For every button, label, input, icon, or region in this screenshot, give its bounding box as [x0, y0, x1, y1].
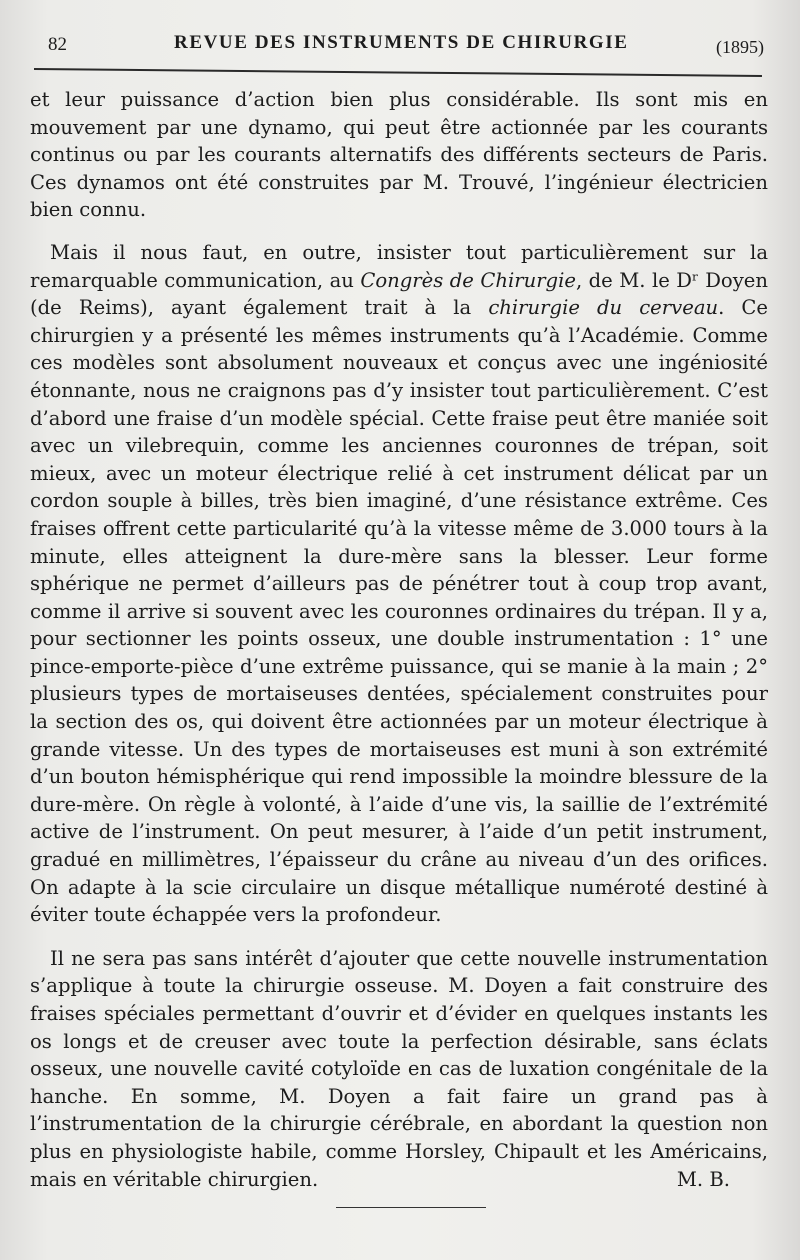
- publication-year: (1895): [716, 37, 764, 57]
- header-rule: [34, 68, 762, 77]
- congress-title: Congrès de Chirurgie: [360, 268, 576, 292]
- footer-rule: [336, 1207, 486, 1208]
- paragraph-2-intro: Mais il nous faut, en outre, insister tout particulièrement sur la remarquable communication, au: [30, 240, 768, 292]
- paragraph-1: et leur puissance d’action bien plus considérable. Ils sont mis en mouvement par une dynamo, qui peut être actionnée par les courants continus ou par les courants alternatifs des différents secteurs de Paris. Ces dynamos ont été construites par M. Trouvé, l’ingénieur électricien bien connu.: [30, 88, 768, 222]
- author-signature: M. B.: [676, 1167, 730, 1191]
- page-number: 82: [48, 34, 67, 55]
- brain-surgery-term: chirurgie du cerveau: [488, 296, 719, 320]
- journal-title: REVUE DES INSTRUMENTS DE CHIRURGIE: [174, 32, 629, 53]
- article-body: [30, 86, 768, 1193]
- paragraph-3-body: Il ne sera pas sans intérêt d’ajouter que cette nouvelle instrumentation s’applique à toute la chirurgie osseuse. M. Doyen a fait construire des fraises spéciales permettant d’ouvrir et d’évider en quelques instants les os longs et de creuser avec toute la perfection désirable, sans éclats osseux, une nouvelle cavité cotyloïde en cas de luxation congénitale de la hanche. En somme, M. Doyen a fait faire un grand pas à l’instrumentation de la chirurgie cérébrale, en abordant la question non plus en physiologiste habile, comme Horsley, Chipault et les Américains, mais en véritable chirurgien.: [30, 946, 768, 1191]
- paragraph-2-body: . Ce chirurgien y a présenté les mêmes instruments qu’à l’Académie. Comme ces modèles sont absolument nouveaux et conçus avec une ingéniosité étonnante, nous ne craignons pas d’y insister tout particulièrement. C’est d’abord une fraise d’un modèle spécial. Cette fraise peut être maniée soit avec un vilebrequin, comme les anciennes couronnes de trépan, soit mieux, avec un moteur électrique relié à cet instrument délicat par un cordon souple à billes, très bien imaginé, d’une résistance extrême. Ces fraises offrent cette particularité qu’à la vitesse même de 3.000 tours à la minute, elles atteignent la dure-mère sans la blesser. Leur forme sphérique ne permet d’ailleurs pas de pénétrer tout à coup trop avant, comme il arrive si souvent avec les couronnes ordinaires du trépan. Il y a, pour sectionner les points osseux, une double instrumentation : 1° une pince-emporte-pièce d’une extrême puissance, qui se manie à la main ; 2° plusieurs types de mortaiseuses dentées, spécialement construites pour la section des os, qui doivent être actionnées par un moteur électrique à grande vitesse. Un des types de mortaiseuses est muni à son extrémité d’un bouton hémisphérique qui rend impossible la moindre blessure de la dure-mère. On règle à volonté, à l’aide d’une vis, la saillie de l’extrémité active de l’instrument. On peut mesurer, à l’aide d’un petit instrument, gradué en millimètres, l’épaisseur du crâne au niveau d’un des orifices. On adapte à la scie circulaire un disque métallique numéroté destiné à éviter toute échappée vers la profondeur.: [30, 296, 769, 927]
- paragraph-2: [30, 239, 768, 929]
- paragraph-2-doctor: , de M. le Dʳ Doyen (de Reims), ayant également trait à la: [30, 268, 768, 320]
- paragraph-3: [30, 945, 768, 1193]
- running-head: [48, 28, 764, 58]
